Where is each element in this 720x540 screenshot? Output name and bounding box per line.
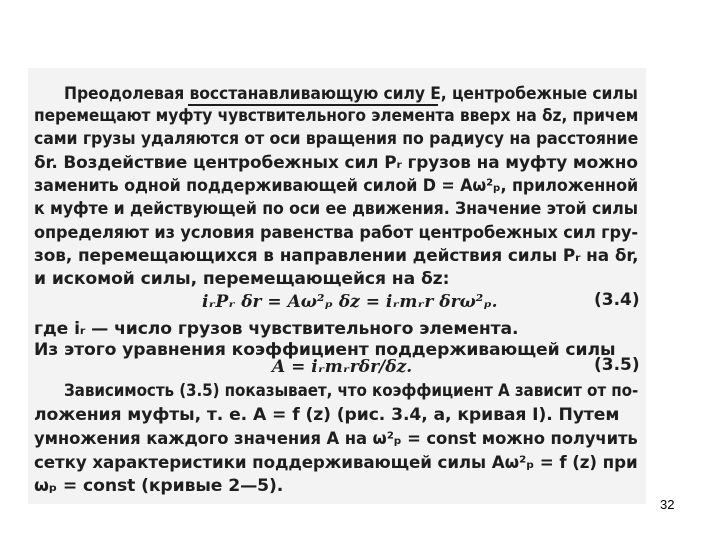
equation-number-3-5: (3.5) bbox=[594, 355, 640, 375]
text-line: и искомой силы, перемещающейся на δz: bbox=[34, 269, 450, 289]
text-line: определяют из условия равенства работ центробежных сил гру- bbox=[34, 223, 638, 243]
text-line: ложения муфты, т. е. A = f (z) (рис. 3.4, a, кривая I). Путем bbox=[34, 405, 620, 425]
text-line: где iᵣ — число грузов чувствительного элемента. bbox=[34, 319, 519, 339]
text-line: перемещают муфту чувствительного элемента вверх на δz, причем bbox=[34, 106, 639, 126]
equation-3-4: iᵣPᵣ δr = Aω²ₚ δz = iᵣmᵣr δrω²ₚ. bbox=[202, 292, 498, 312]
text-line: δr. Воздействие центробежных сил Pᵣ грузов на муфту можно bbox=[34, 153, 638, 173]
equation-3-5: A = iᵣmᵣrδr/δz. bbox=[272, 357, 413, 377]
text-line: к муфте и действующей по оси ее движения. Значение этой силы bbox=[34, 199, 638, 219]
text-line: Из этого уравнения коэффициент поддерживающей силы bbox=[34, 340, 616, 360]
text-line: Преодолевая восстанавливающую силу E, центробежные силы bbox=[64, 84, 638, 104]
text-line: сетку характеристики поддерживающей силы Aω²ₚ = f (z) при bbox=[34, 453, 638, 473]
text-line: зов, перемещающихся в направлении действия силы Pᵣ на δr, bbox=[34, 246, 639, 266]
text-line: Зависимость (3.5) показывает, что коэффициент A зависит от по- bbox=[64, 381, 639, 401]
text-line: ωₚ = const (кривые 2—5). bbox=[34, 476, 284, 496]
scanned-text-block bbox=[28, 68, 646, 504]
text-line: умножения каждого значения A на ω²ₚ = const можно получить bbox=[34, 429, 638, 449]
page-number: 32 bbox=[660, 497, 675, 512]
text-line: заменить одной поддерживающей силой D = Aω²ₚ, приложенной bbox=[34, 176, 639, 196]
equation-number-3-4: (3.4) bbox=[594, 290, 640, 310]
text-line: сами грузы удаляются от оси вращения по радиусу на расстояние bbox=[34, 129, 639, 149]
